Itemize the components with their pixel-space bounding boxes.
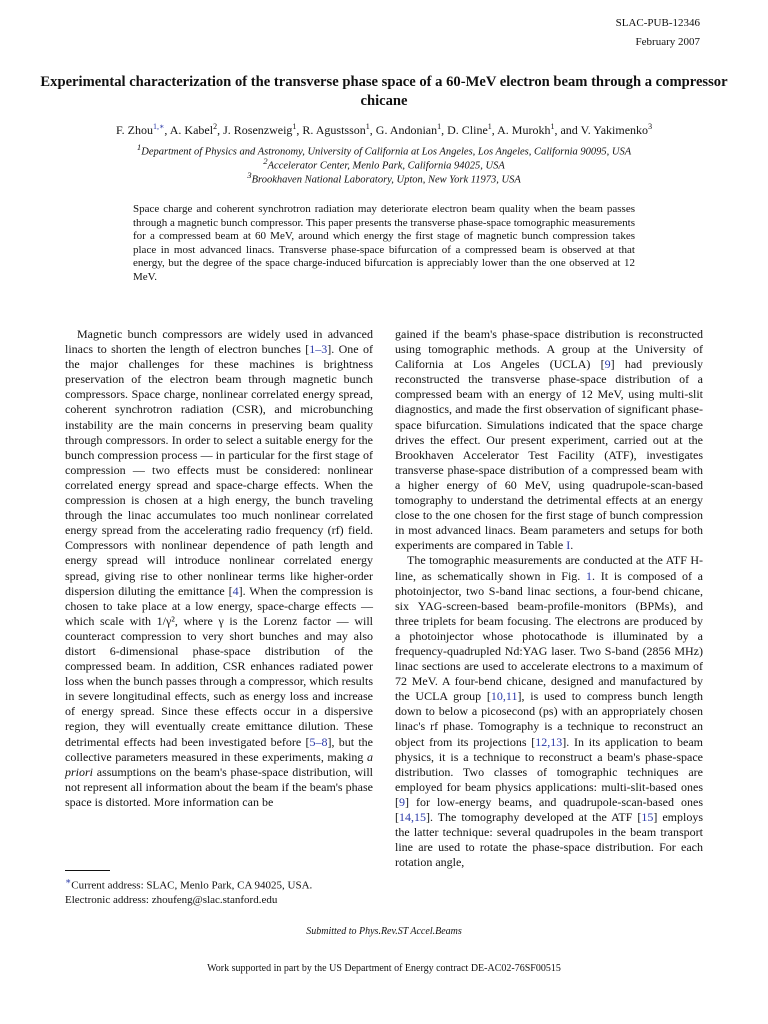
author-name: and V. Yakimenko xyxy=(560,123,649,137)
footnote-email: Electronic address: zhoufeng@slac.stanford.edu xyxy=(65,893,278,906)
author-affiliation-mark: 1 xyxy=(292,122,297,131)
citation-link[interactable]: 14,15 xyxy=(399,810,426,824)
author-affiliation-mark: 1 xyxy=(437,122,442,131)
author-name: A. Kabel xyxy=(169,123,214,137)
submission-note: Submitted to Phys.Rev.ST Accel.Beams xyxy=(306,926,462,937)
affiliation-1: $^1$Department of Physics and Astronomy, University of California at Los Angeles, Los Angeles, California 90095, USA xyxy=(136,142,632,158)
report-date: February 2007 xyxy=(635,36,700,48)
citation-link[interactable]: 1 xyxy=(586,568,593,583)
body-paragraph: Magnetic bunch compressors are widely used in advanced linacs to shorten the length of electron bunches [1–3]. One of the major challenges for these machines is brightness preservation of the electron beam through magnetic bunch compressors. Space charge, nonlinear correlated energy spread, coherent synchrotron radiation (CSR), and microbunching instability are the main concerns in preserving beam quality through compressors. In order to select a suitable energy for the bunch compression process — in particular for the first stage of compression — two effects must be considered: nonlinear correlated energy spread and space-charge effects. When the compression is chosen at a high energy, the bunch traveling through the linac accumulates too much nonlinear correlated energy spread from the accelerating radio frequency (rf) field. Compressors with nonlinear dependence of path length and energy spread will introduce nonlinear correlated energy spread, giving rise to other nonlinear terms like higher-order dispersion diluting the emittance [4]. When the compression is chosen to take place at a low energy, space-charge effects — which scale with 1/γ², where γ is the Lorenz factor — will counteract compression to very short bunches and may also distort 6-dimensional phase-space distribution of the compressed beam. In addition, CSR enhances radiated power loss when the bunch passes through a compressor, which results in severe longitudinal effects, such as energy loss and increase of energy spread. Since these effects occur in a dispersive region, they will eventually create emittance dilution. These detrimental effects had been investigated before [5–8], but the collective parameters measured in these experiments, making a priori assumptions on the beam's phase-space distribution, will not represent all information about the beam if the beam's phase space is distorted. More information can be xyxy=(65,327,373,809)
footnote-current-address: Current address: SLAC, Menlo Park, CA 94025, USA. xyxy=(71,879,313,892)
affiliation-2: $^2$Accelerator Center, Menlo Park, California 94025, USA xyxy=(263,156,505,172)
citation-link[interactable]: 9 xyxy=(399,794,405,809)
author-name: R. Agustsson xyxy=(302,123,366,137)
affiliation-3: $^3$Brookhaven National Laboratory, Upton, New York 11973, USA xyxy=(247,170,521,186)
citation-link[interactable]: 12,13 xyxy=(535,734,563,749)
paper-title: Experimental characterization of the transverse phase space of a 60-MeV electron beam through a compressor chicane xyxy=(40,74,728,109)
citation-link[interactable]: 9 xyxy=(604,357,611,372)
author-affiliation-mark: 3 xyxy=(648,122,653,131)
author-affiliation-mark: 1 xyxy=(365,122,370,131)
report-number: SLAC-PUB-12346 xyxy=(615,17,700,29)
citation-link[interactable]: 5–8 xyxy=(309,734,328,749)
author-name: G. Andonian xyxy=(375,123,438,137)
footnote-marker[interactable]: ∗ xyxy=(65,876,72,886)
author-name: A. Murokh xyxy=(497,123,551,137)
body-paragraph: gained if the beam's phase-space distribution is reconstructed using tomographic methods. A group at the University of California at Los Angeles (UCLA) [9] had previously reconstructed the transverse phase-space distribution of a compressed beam with an energy of 12 MeV, using multi-slit diagnostics, and made the first observation of significant phase-space bifurcation. Simulations indicated that the space charge drives the effect. Our present experiment, carried out at the Brookhaven Accelerator Test Facility (ATF), investigates transverse phase-space distribution of a compressed beam with a higher energy of 60 MeV, using quadrupole-scan-based tomography to understand the detrimental effects at an energy close to the one chosen for the first stage of bunch compression in most advanced linacs. Beam parameters and setups for both experiments are compared in Table I. xyxy=(395,327,704,553)
author-affiliation-mark: 2 xyxy=(213,122,218,131)
author-name: J. Rosenzweig xyxy=(223,123,293,137)
citation-link[interactable]: 15 xyxy=(641,810,654,824)
author-affiliation-mark: 1 xyxy=(487,122,492,131)
footnote-rule xyxy=(65,870,110,871)
author-affiliation-mark[interactable]: 1,∗ xyxy=(152,122,165,131)
author-name: D. Cline xyxy=(447,123,488,137)
report-header xyxy=(616,14,700,52)
citation-link[interactable]: 10,11 xyxy=(490,689,518,704)
funding-note: Work supported in part by the US Department of Energy contract DE-AC02-76SF00515 xyxy=(207,963,561,974)
citation-link[interactable]: 1–3 xyxy=(309,342,328,357)
emphasis: a priori xyxy=(65,749,373,779)
body-paragraph: The tomographic measurements are conducted at the ATF H-line, as schematically shown in Fig. 1. It is composed of a photoinjector, two S-band linac sections, a four-bend chicane, six YAG-screen-based beam-profile-monitors (BPMs), and three triplets for beam focusing. The electrons are produced by a photoinjector whose photocathode is illuminated by a frequency-quadrupled Nd:YAG laser. Two S-band (2856 MHz) linac sections are used to accelerate electrons to a maximum of 72 MeV. A four-bend chicane, designed and manufactured by the UCLA group [10,11], is used to compress bunch length down to below a picosecond (ps) with an appropriately chosen linac's rf phase. Tomography is a technique to reconstruct an object from its projections [12,13]. In its application to beam physics, it is a technique to reconstruct a beam's phase-space distribution. Two classes of tomographic techniques are employed for beam physics applications: multi-slit-based ones [9] for low-energy beams, and quadrupole-scan-based ones [14,15]. The tomography developed at the ATF [15] employs the latter technique: several quadrupoles in the beam transport line are used to rotate the phase-space distribution. For each rotation angle, xyxy=(395,553,704,870)
author-name: F. Zhou xyxy=(115,123,153,137)
author-affiliation-mark: 1 xyxy=(550,122,555,131)
footnote xyxy=(65,874,375,907)
citation-link[interactable]: I xyxy=(566,538,571,553)
right-column xyxy=(395,327,703,870)
abstract: Space charge and coherent synchrotron radiation may deteriorate electron beam quality when the beam passes through a magnetic bunch compressor. This paper presents the transverse phase-space tomographic measurements for a compressed beam at 60 MeV, around which energy the first stage of magnetic bunch compression takes place in most advanced linacs. Transverse phase-space bifurcation of a compressed beam is observed at that energy, but the degree of the space charge-induced bifurcation is appreciably lower than the one observed at 12 MeV. xyxy=(133,203,635,283)
left-column xyxy=(65,327,373,810)
author-list: F. Zhou$^{1,∗}$, A. Kabel$^2$, J. Rosenzweig$^1$, R. Agustsson$^1$, G. Andonian$^1$, D. Cline$^1$, A. Murokh$^1$, and V. Yakimenko$^3$ xyxy=(115,122,653,137)
citation-link[interactable]: 4 xyxy=(232,583,239,598)
